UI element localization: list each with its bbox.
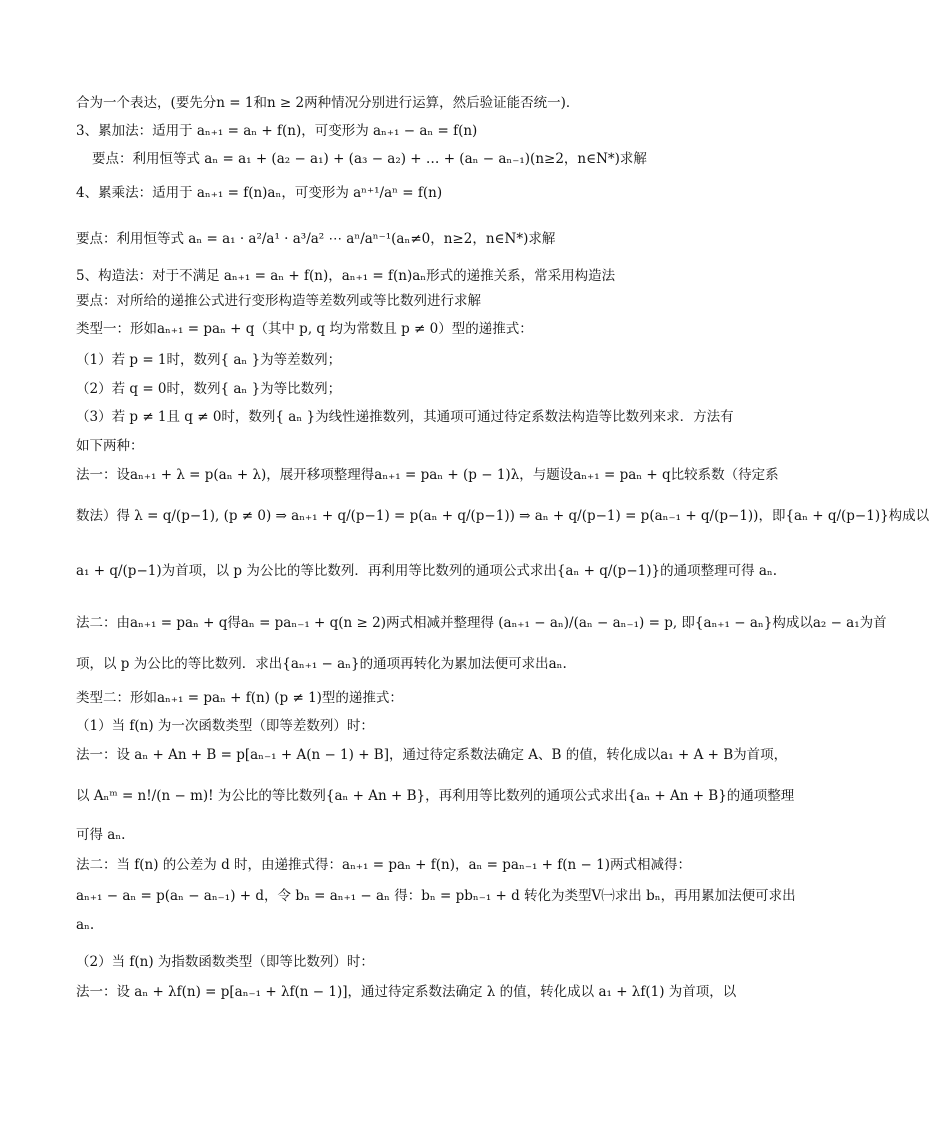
text-line: 法二：当 f(n) 的公差为 d 时，由递推式得：aₙ₊₁ = paₙ + f(n)，aₙ = paₙ₋₁ + f(n − 1)两式相减得： [76, 857, 691, 873]
text-line: （1）若 p = 1时，数列{ aₙ }为等差数列； [76, 352, 342, 368]
text-line: 如下两种： [76, 438, 144, 454]
formula-line: 数法）得 λ = q/(p−1), (p ≠ 0) ⇒ aₙ₊₁ + q/(p−1) = p(aₙ + q/(p−1)) ⇒ aₙ + q/(p−1) = p(aₙ₋₁ + q/(p−1))，即{aₙ + q/(p−1)}构成以 [76, 508, 929, 524]
type-heading-1: 类型一：形如aₙ₊₁ = paₙ + q（其中 p, q 均为常数且 p ≠ 0）型的递推式： [76, 321, 533, 337]
text-line: aₙ. [76, 917, 95, 933]
section-heading-construct: 5、构造法：对于不满足 aₙ₊₁ = aₙ + f(n)，aₙ₊₁ = f(n)aₙ形式的递推关系，常采用构造法 [76, 268, 616, 284]
text-line: 要点：对所给的递推公式进行变形构造等差数列或等比数列进行求解 [76, 293, 481, 309]
formula-line: 以 Aₙᵐ = n!/(n − m)! 为公比的等比数列{aₙ + An + B}，再利用等比数列的通项公式求出{aₙ + An + B}的通项整理 [76, 788, 795, 804]
text-line: 合为一个表达，(要先分n = 1和n ≥ 2两种情况分别进行运算，然后验证能否统一)． [76, 95, 580, 111]
text-line: （2）当 f(n) 为指数函数类型（即等比数列）时： [76, 954, 374, 970]
type-heading-2: 类型二：形如aₙ₊₁ = paₙ + f(n) (p ≠ 1)型的递推式： [76, 690, 403, 706]
text-line: 要点：利用恒等式 aₙ = a₁ · a²/a¹ · a³/a² ⋯ aⁿ/aⁿ⁻¹(aₙ≠0，n≥2，n∈N*)求解 [76, 231, 556, 247]
text-line: aₙ₊₁ − aₙ = p(aₙ − aₙ₋₁) + d，令 bₙ = aₙ₊₁ − aₙ 得：bₙ = pbₙ₋₁ + d 转化为类型Ⅴ㈠求出 bₙ，再用累加法便可求出 [76, 888, 796, 904]
section-heading-multiply: 4、累乘法：适用于 aₙ₊₁ = f(n)aₙ，可变形为 aⁿ⁺¹/aⁿ = f(n) [76, 185, 443, 201]
text-line: 可得 aₙ. [76, 827, 126, 843]
section-heading-accumulate: 3、累加法：适用于 aₙ₊₁ = aₙ + f(n)，可变形为 aₙ₊₁ − aₙ = f(n) [76, 123, 478, 139]
text-line: 法一：设 aₙ + An + B = p[aₙ₋₁ + A(n − 1) + B]，通过待定系数法确定 A、B 的值，转化成以a₁ + A + B为首项， [76, 747, 788, 763]
text-line: （3）若 p ≠ 1且 q ≠ 0时，数列{ aₙ }为线性递推数列，其通项可通过待定系数法构造等比数列来求．方法有 [76, 409, 734, 425]
text-line: （2）若 q = 0时，数列{ aₙ }为等比数列； [76, 381, 342, 397]
text-line: 法一：设 aₙ + λf(n) = p[aₙ₋₁ + λf(n − 1)]，通过待定系数法确定 λ 的值，转化成以 a₁ + λf(1) 为首项，以 [76, 984, 737, 1000]
text-line: 要点：利用恒等式 aₙ = a₁ + (a₂ − a₁) + (a₃ − a₂) + … + (aₙ − aₙ₋₁)(n≥2，n∈N*)求解 [92, 151, 647, 167]
text-line: 法一：设aₙ₊₁ + λ = p(aₙ + λ)，展开移项整理得aₙ₊₁ = paₙ + (p − 1)λ，与题设aₙ₊₁ = paₙ + q比较系数（待定系 [76, 467, 779, 483]
text-line: 项，以 p 为公比的等比数列．求出{aₙ₊₁ − aₙ}的通项再转化为累加法便可求出aₙ. [76, 656, 567, 672]
text-line: （1）当 f(n) 为一次函数类型（即等差数列）时： [76, 718, 374, 734]
formula-line: 法二：由aₙ₊₁ = paₙ + q得aₙ = paₙ₋₁ + q(n ≥ 2)两式相减并整理得 (aₙ₊₁ − aₙ)/(aₙ − aₙ₋₁) = p, 即{aₙ₊₁ − aₙ}构成以a₂ − a₁为首 [76, 615, 887, 631]
formula-line: a₁ + q/(p−1)为首项，以 p 为公比的等比数列．再利用等比数列的通项公式求出{aₙ + q/(p−1)}的通项整理可得 aₙ. [76, 563, 778, 579]
